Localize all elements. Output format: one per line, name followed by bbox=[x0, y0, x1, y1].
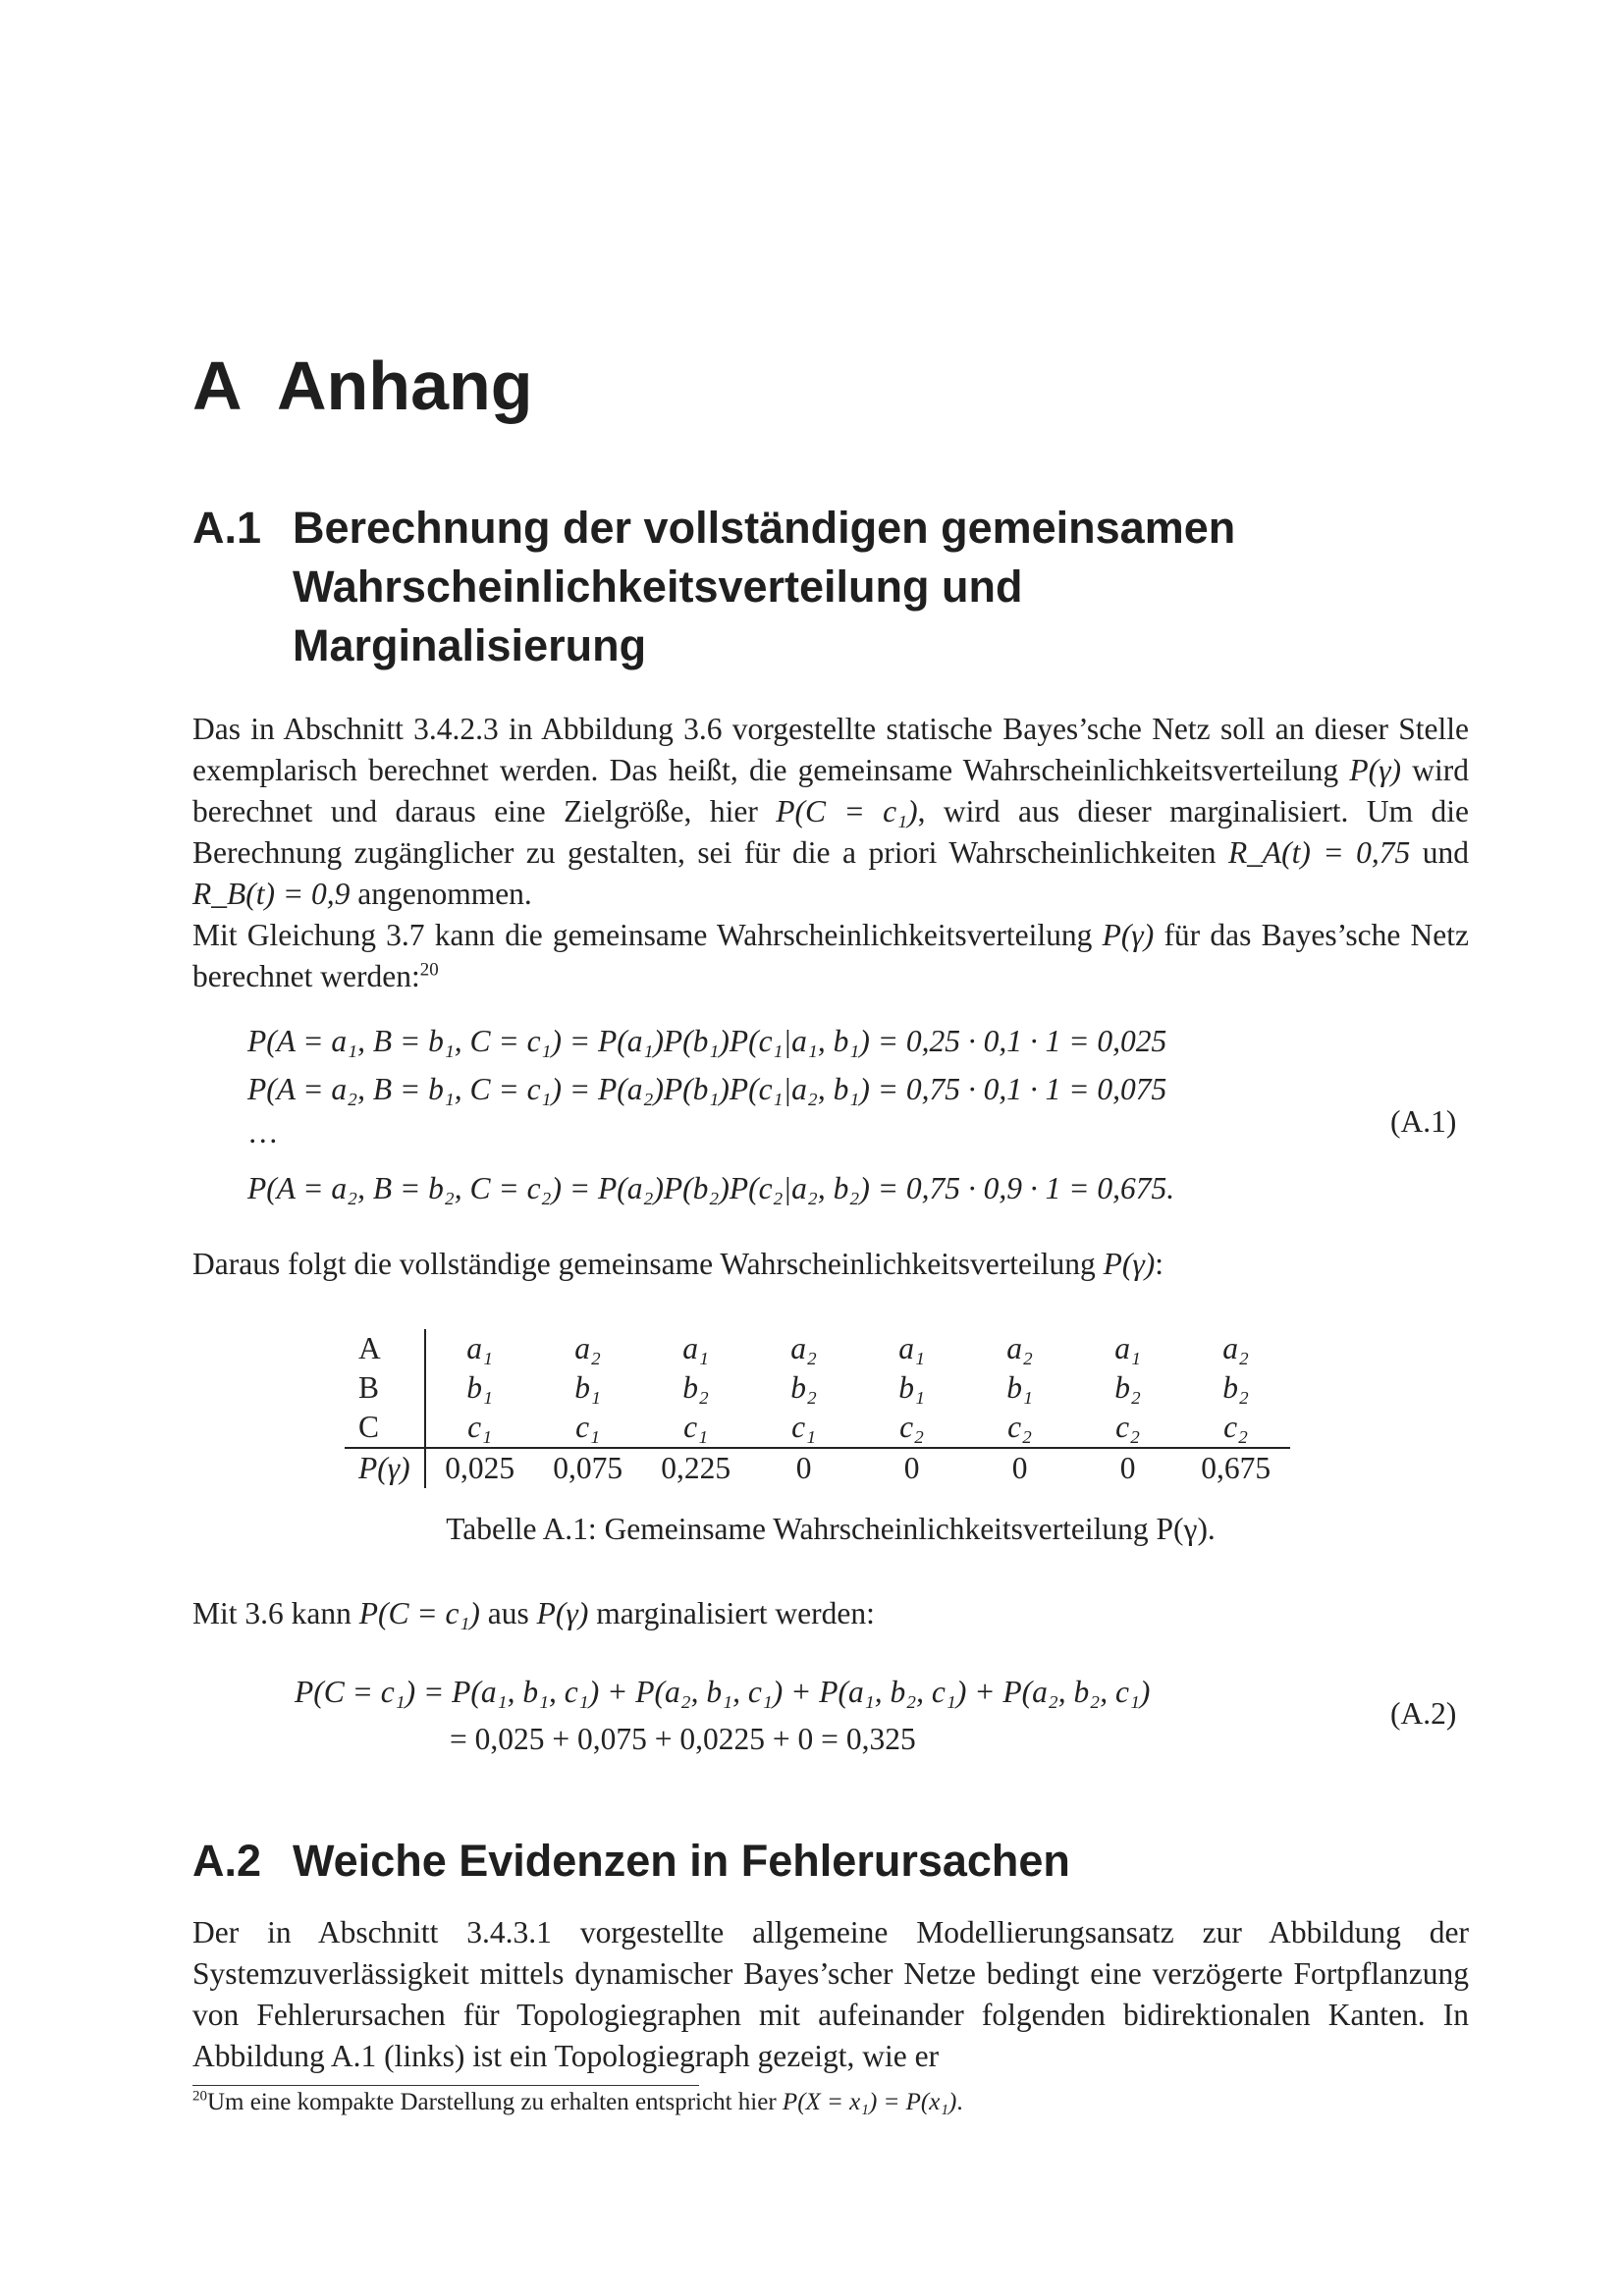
equation-a1-line1: P(A = a₁, B = b₁, C = c₁) = P(a₁)P(b₁)P(c₁|a₁, b₁) = 0,25 · 0,1 · 1 = 0,025 bbox=[247, 1024, 1167, 1058]
chapter-heading bbox=[192, 347, 533, 425]
table-cell: c₂ bbox=[1223, 1410, 1249, 1444]
section-title: Weiche Evidenzen in Fehlerursachen bbox=[293, 1836, 1070, 1886]
table-cell: b₂ bbox=[790, 1370, 817, 1405]
row-label: C bbox=[345, 1408, 425, 1448]
table-cell: 0 bbox=[1074, 1448, 1182, 1488]
section-number: A.1 bbox=[192, 503, 262, 553]
table-row bbox=[345, 1448, 1290, 1488]
section-title: Berechnung der vollständigen gemeinsamen Wahrscheinlichkeitsverteilung und Marginalisierung bbox=[293, 503, 1236, 670]
footnote-mark: 20 bbox=[192, 2088, 207, 2105]
table-caption: Tabelle A.1: Gemeinsame Wahrscheinlichkeitsverteilung P(γ). bbox=[446, 1512, 1216, 1546]
text-run: wird berechnet und daraus eine Zielgröße, hier bbox=[192, 753, 1469, 828]
table-cell: 0,675 bbox=[1182, 1448, 1290, 1488]
text-run: für das Bayes’sche Netz berechnet werden: bbox=[192, 918, 1469, 993]
table-cell: c₂ bbox=[899, 1410, 925, 1444]
table-cell: a₂ bbox=[790, 1331, 817, 1365]
math-inline: R_B(t) = 0,9 bbox=[192, 877, 351, 911]
section-heading-a1 bbox=[192, 499, 1373, 675]
paragraph-intro bbox=[192, 709, 1469, 915]
equation-a2-line2: = 0,025 + 0,075 + 0,0225 + 0 = 0,325 bbox=[450, 1722, 916, 1756]
math-inline: P(γ) bbox=[536, 1596, 589, 1630]
text-run: marginalisiert werden: bbox=[588, 1596, 875, 1630]
paragraph-marginalization bbox=[192, 1593, 1469, 1634]
paragraph-distribution bbox=[192, 1244, 1469, 1285]
table-cell: b₂ bbox=[682, 1370, 709, 1405]
table-cell: b₁ bbox=[898, 1370, 925, 1405]
math-inline: P(C = c₁) bbox=[776, 794, 918, 828]
table-row bbox=[345, 1329, 1290, 1368]
math-inline: R_A(t) = 0,75 bbox=[1227, 835, 1411, 870]
table-cell: b₁ bbox=[574, 1370, 601, 1405]
text-run: Mit Gleichung 3.7 kann die gemeinsame Wahrscheinlichkeitsverteilung bbox=[192, 918, 1103, 952]
paragraph-equation-intro bbox=[192, 915, 1469, 997]
text-run: Um eine kompakte Darstellung zu erhalten entspricht hier bbox=[207, 2089, 783, 2115]
table-row bbox=[345, 1368, 1290, 1408]
joint-distribution-table bbox=[345, 1329, 1290, 1488]
table-cell: 0 bbox=[858, 1448, 966, 1488]
chapter-number: A bbox=[192, 347, 243, 424]
equation-a1-ellipsis: … bbox=[247, 1115, 279, 1149]
table-cell: b₂ bbox=[1114, 1370, 1141, 1405]
table-cell: a₁ bbox=[466, 1331, 493, 1365]
text-run: angenommen. bbox=[350, 877, 532, 911]
text-run: Das in Abschnitt 3.4.2.3 in Abbildung 3.6 vorgestellte statische Bayes’sche Netz soll an dieser Stelle exemplarisch berechnet werden. Das heißt, die gemeinsame Wahrscheinlichkeitsverteilung bbox=[192, 712, 1469, 787]
text-run: aus bbox=[479, 1596, 537, 1630]
section-number: A.2 bbox=[192, 1836, 262, 1886]
table-cell: a₂ bbox=[574, 1331, 601, 1365]
table-cell: c₂ bbox=[1115, 1410, 1141, 1444]
footnote-mark: 20 bbox=[419, 959, 439, 981]
math-inline: P(γ) bbox=[1102, 918, 1155, 952]
table-cell: a₁ bbox=[1114, 1331, 1141, 1365]
table-cell: 0 bbox=[966, 1448, 1074, 1488]
footnote-rule bbox=[192, 2085, 699, 2086]
table-cell: a₁ bbox=[682, 1331, 709, 1365]
row-label: A bbox=[345, 1329, 425, 1368]
paragraph-soft-evidence: Der in Abschnitt 3.4.3.1 vorgestellte allgemeine Modellierungsansatz zur Abbildung der Systemzuverlässigkeit mittels dynamischer Bayes’scher Netze bedingt eine verzögerte Fortpflanzung von Fehlerursachen für Topologiegraphen mit aufeinander folgenden bidirektionalen Kanten. In Abbildung A.1 (links) ist ein Topologiegraph gezeigt, wie er bbox=[192, 1915, 1469, 2073]
table-cell: c₁ bbox=[791, 1410, 817, 1444]
row-label: P(γ) bbox=[345, 1448, 425, 1488]
equation-a1-line4: P(A = a₂, B = b₂, C = c₂) = P(a₂)P(b₂)P(c₂|a₂, b₂) = 0,75 · 0,9 · 1 = 0,675. bbox=[247, 1171, 1175, 1205]
text-run: und bbox=[1410, 835, 1469, 870]
equation-number: (A.2) bbox=[1390, 1696, 1457, 1731]
table-cell: c₂ bbox=[1007, 1410, 1033, 1444]
footnote bbox=[192, 2089, 963, 2116]
equation-a2-line1: P(C = c₁) = P(a₁, b₁, c₁) + P(a₂, b₁, c₁) + P(a₁, b₂, c₁) + P(a₂, b₂, c₁) bbox=[295, 1675, 1151, 1709]
table-cell: b₁ bbox=[466, 1370, 493, 1405]
table-cell: c₁ bbox=[575, 1410, 601, 1444]
table-cell: b₁ bbox=[1006, 1370, 1033, 1405]
table-cell: 0,075 bbox=[534, 1448, 642, 1488]
math-inline: P(X = x₁) = P(x₁) bbox=[782, 2089, 957, 2115]
text-run: Daraus folgt die vollständige gemeinsame Wahrscheinlichkeitsverteilung bbox=[192, 1247, 1104, 1281]
table-cell: 0,225 bbox=[642, 1448, 750, 1488]
equation-number: (A.1) bbox=[1390, 1104, 1457, 1139]
table-cell: a₂ bbox=[1006, 1331, 1033, 1365]
table-cell: a₁ bbox=[898, 1331, 925, 1365]
chapter-title: Anhang bbox=[277, 347, 533, 424]
table-cell: 0,025 bbox=[425, 1448, 534, 1488]
table-cell: c₁ bbox=[683, 1410, 709, 1444]
table-cell: b₂ bbox=[1222, 1370, 1249, 1405]
section-heading-a2 bbox=[192, 1832, 1373, 1891]
math-inline: P(γ) bbox=[1103, 1247, 1156, 1281]
row-label: B bbox=[345, 1368, 425, 1408]
table-cell: c₁ bbox=[467, 1410, 493, 1444]
table-cell: a₂ bbox=[1222, 1331, 1249, 1365]
table-cell: 0 bbox=[750, 1448, 858, 1488]
table-row bbox=[345, 1408, 1290, 1448]
text-run: . bbox=[956, 2089, 963, 2115]
equation-a1-line2: P(A = a₂, B = b₁, C = c₁) = P(a₂)P(b₁)P(c₁|a₂, b₁) = 0,75 · 0,1 · 1 = 0,075 bbox=[247, 1072, 1167, 1106]
text-run: , wird aus dieser marginalisiert. Um die Berechnung zugänglicher zu gestalten, sei für die a priori Wahrscheinlichkeiten bbox=[192, 794, 1469, 870]
text-run: : bbox=[1155, 1247, 1164, 1281]
math-inline: P(C = c₁) bbox=[358, 1596, 480, 1630]
text-run: Mit 3.6 kann bbox=[192, 1596, 359, 1630]
math-inline: P(γ) bbox=[1349, 753, 1402, 787]
